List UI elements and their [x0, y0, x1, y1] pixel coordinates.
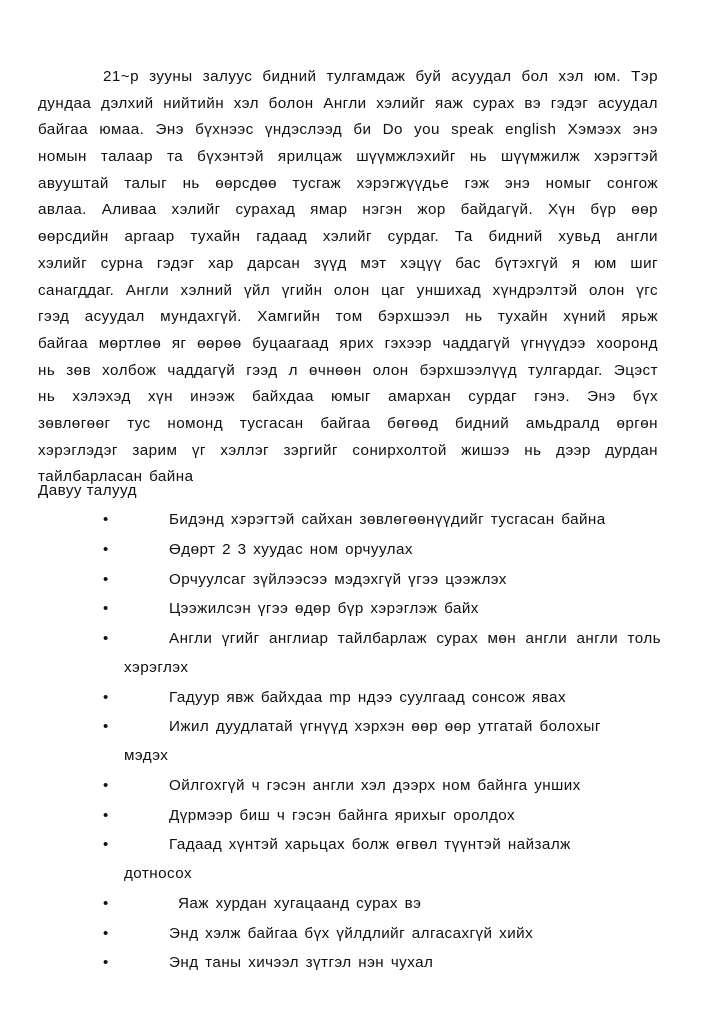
- paragraph-line: номын талаар та бүхэнтэй ярилцаж шүүмжлэхийг нь шүүмжилж хэрэгтэй: [38, 148, 658, 166]
- list-item-text: Цээжилсэн үгээ өдөр бүр хэрэглэж байх: [169, 600, 479, 618]
- bullet-icon: •: [103, 954, 109, 972]
- bullet-icon: •: [103, 836, 109, 854]
- list-item-text: Орчуулсаг зүйлээсээ мэдэхгүй үгээ цээжлэх: [169, 570, 507, 588]
- paragraph-line: нь хэлэхэд хүн инээж байхдаа юмыг амархан сурдаг гэнэ. Энэ бүх: [38, 388, 658, 406]
- list-item-text: Өдөрт 2 3 хуудас ном орчуулах: [169, 540, 413, 558]
- bullet-icon: •: [103, 511, 109, 528]
- paragraph-line: нь зөв холбож чаддагүй гээд л өчнөөн олон бэрхшээлүүд тулгардаг. Эцэст: [38, 361, 658, 379]
- bullet-icon: •: [103, 540, 109, 558]
- list-item: [0, 920, 728, 950]
- list-item: [0, 536, 728, 566]
- paragraph-line: тайлбарласан байна: [38, 468, 194, 486]
- list-item-text: Ижил дуудлатай үгнүүд хэрхэн өөр өөр утгатай болохыг: [169, 718, 601, 736]
- bullet-icon: •: [103, 570, 109, 588]
- list-item-text: Гадуур явж байхдаа mp ндээ суулгаад сонсож явах: [169, 688, 566, 706]
- paragraph-line: санагддаг. Англи хэлний үйл үгийн олон цаг уншихад хүндрэлтэй олон үгс: [38, 281, 658, 299]
- list-item-text: Англи үгийг англиар тайлбарлаж сурах мөн англи англи толь: [169, 630, 661, 648]
- list-item-text: Энд таны хичээл зүтгэл нэн чухал: [169, 954, 434, 972]
- list-item: [0, 625, 728, 683]
- bullet-icon: •: [103, 688, 109, 706]
- list-item: [0, 802, 728, 832]
- list-item: [0, 949, 728, 979]
- bullet-icon: •: [103, 718, 109, 736]
- bullet-icon: •: [103, 776, 109, 794]
- paragraph-line: дундаа дэлхий нийтийн хэл болон Англи хэлийг яаж сурах вэ гэдэг асуудал: [38, 94, 658, 112]
- list-item-continuation: хэрэглэх: [124, 659, 189, 677]
- list-item: [0, 890, 728, 920]
- list-item-continuation: дотносох: [124, 865, 192, 883]
- list-item: [0, 566, 728, 596]
- paragraph-line: гээд асуудал мундахгүй. Хамгийн том бэрхшээл нь тухайн хүний ярьж: [38, 308, 658, 326]
- bullet-icon: •: [103, 924, 109, 942]
- bullet-icon: •: [103, 894, 109, 912]
- section-heading: Давуу талууд: [38, 482, 137, 499]
- list-item-text: Ойлгохгүй ч гэсэн англи хэл дээрх ном байнга унших: [169, 776, 581, 794]
- list-item: [0, 713, 728, 771]
- bullet-icon: •: [103, 806, 109, 824]
- advantages-list: [0, 506, 728, 979]
- paragraph-line: хэлийг сурна гэдэг хар дарсан зүүд мэт хэцүү бас бүтэхгүй я юм шиг: [38, 254, 658, 272]
- list-item: [0, 595, 728, 625]
- paragraph-line: зөвлөгөөг тус номонд тусгасан байгаа бөгөөд бидний амьдралд өргөн: [38, 414, 658, 432]
- paragraph-line: байгаа юмаа. Энэ бүхнээс үндэслээд би Do you speak english Хэмээх энэ: [38, 121, 658, 139]
- list-item: [0, 684, 728, 714]
- paragraph-line: 21~р зууны залуус бидний тулгамдаж буй асуудал бол хэл юм. Тэр: [103, 68, 658, 85]
- paragraph-line: авлаа. Аливаа хэлийг сурахад ямар нэгэн жор байдагүй. Хүн бүр өөр: [38, 201, 658, 219]
- paragraph-line: авууштай талыг нь өөрсдөө тусгаж хэрэгжүүдье гэж энэ номыг сонгож: [38, 174, 658, 192]
- paragraph-line: өөрсдийн аргаар тухайн гадаад хэлийг сурдаг. Та бидний хувьд англи: [38, 228, 658, 246]
- list-item: [0, 506, 728, 536]
- list-item-text: Дүрмээр биш ч гэсэн байнга ярихыг оролдох: [169, 806, 516, 824]
- list-item: [0, 831, 728, 889]
- paragraph-line: хэрэглэдэг зарим үг хэллэг зэргийг сонирхолтой жишээ нь дээр дурдан: [38, 441, 658, 459]
- list-item-text: Бидэнд хэрэгтэй сайхан зөвлөгөөнүүдийг тусгасан байна: [169, 511, 606, 528]
- list-item-text: Яаж хурдан хугацаанд сурах вэ: [178, 894, 422, 912]
- bullet-icon: •: [103, 600, 109, 618]
- list-item-text: Гадаад хүнтэй харьцах болж өгвөл түүнтэй найзалж: [169, 836, 571, 854]
- bullet-icon: •: [103, 630, 109, 648]
- list-item-text: Энд хэлж байгаа бүх үйлдлийг алгасахгүй хийх: [169, 924, 534, 942]
- list-item: [0, 772, 728, 802]
- list-item-continuation: мэдэх: [124, 747, 169, 765]
- paragraph-line: байгаа мөртлөө яг өөрөө буцаагаад ярих гэхээр чаддагүй үгнүүдээ хооронд: [38, 334, 658, 352]
- intro-paragraph: [38, 64, 658, 491]
